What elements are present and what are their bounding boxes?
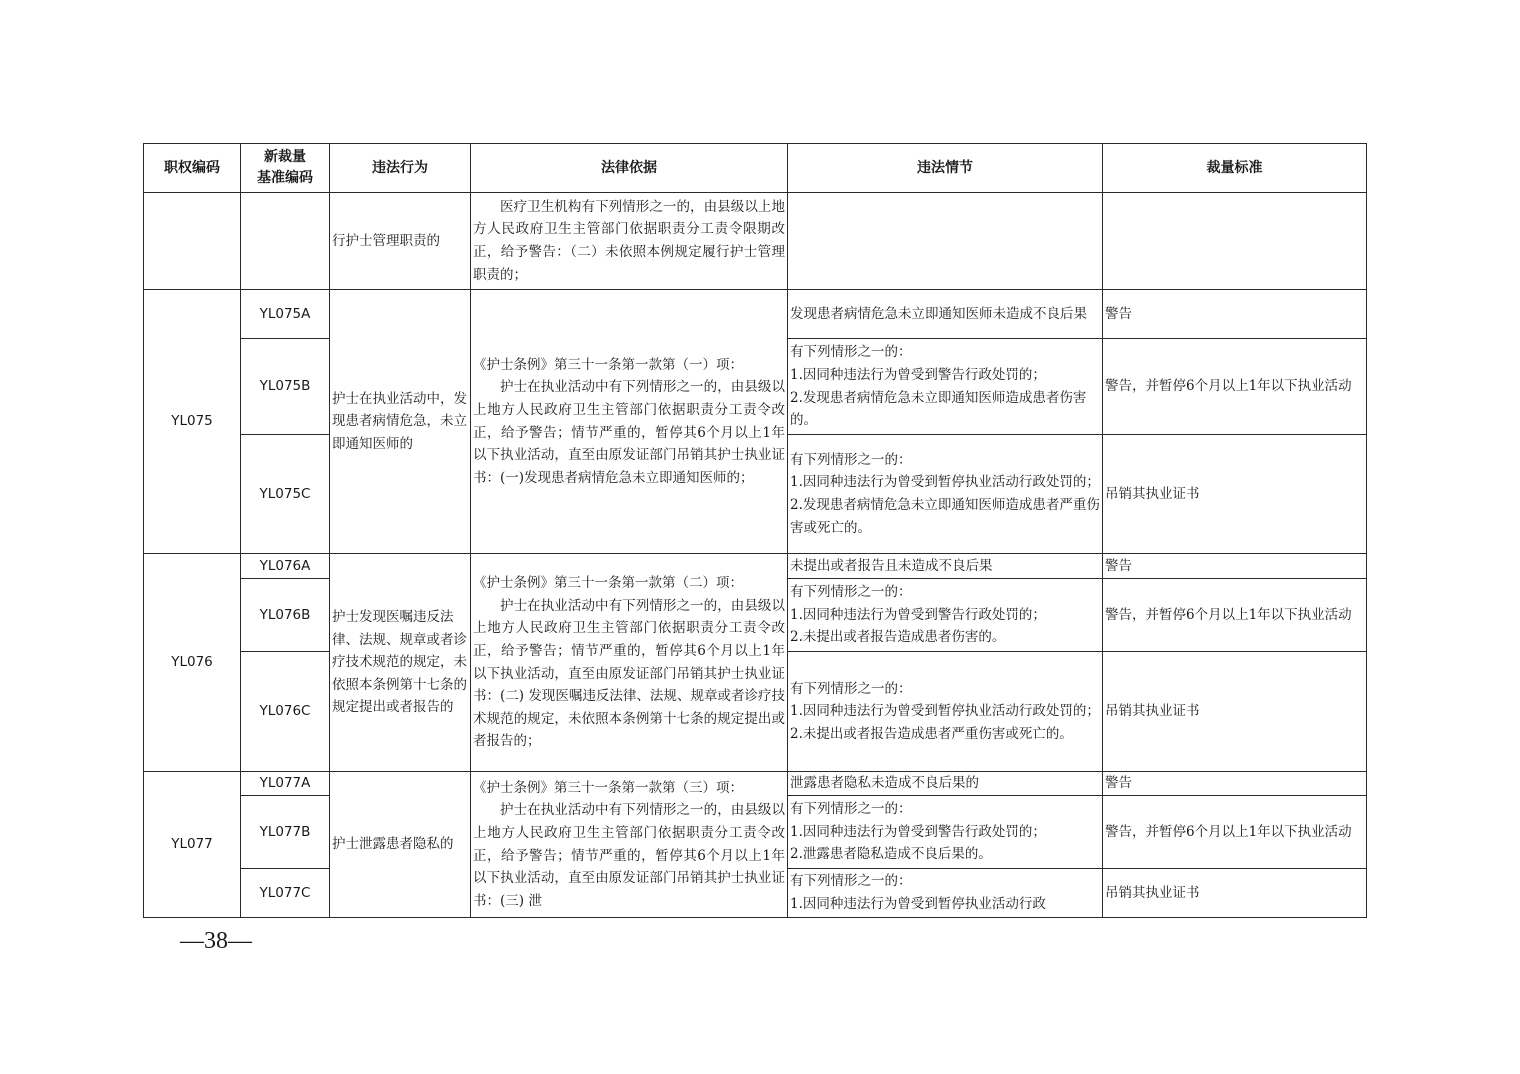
standard-cell: 警告 bbox=[1103, 290, 1367, 339]
circumstances-line: 1.因同种违法行为曾受到警告行政处罚的； bbox=[790, 366, 1046, 383]
penalty-standards-table-container bbox=[143, 143, 1366, 918]
circumstances-cell bbox=[788, 339, 1103, 435]
header-circumstances: 违法情节 bbox=[788, 144, 1103, 193]
legal-basis-cell bbox=[471, 554, 788, 772]
legal-basis-text: 护士在执业活动中有下列情形之一的，由县级以上地方人民政府卫生主管部门依据职责分工责令改正，给予警告；情节严重的，暂停其6个月以上1年以下执业活动，直至由原发证部门吊销其护士执业证书：(二) 发现医嘱违反法律、法规、规章或者诊疗技术规范的规定，未依照本条例第十七条的规定提出或者报告的； bbox=[473, 597, 785, 750]
standard-cell: 警告，并暂停6个月以上1年以下执业活动 bbox=[1103, 796, 1367, 869]
circumstances-cell: 泄露患者隐私未造成不良后果的 bbox=[788, 772, 1103, 796]
cell-empty bbox=[144, 193, 241, 290]
penalty-standards-table bbox=[143, 143, 1367, 918]
circumstances-line: 有下列情形之一的： bbox=[790, 873, 912, 890]
table-row bbox=[144, 554, 1367, 579]
standard-cell: 警告 bbox=[1103, 554, 1367, 579]
legal-basis-cell bbox=[471, 290, 788, 554]
circumstances-line: 2.未提出或者报告造成患者伤害的。 bbox=[790, 629, 1006, 646]
circumstances-line: 有下列情形之一的： bbox=[790, 584, 912, 601]
new-code-cell: YL076A bbox=[241, 554, 330, 579]
illegal-act-cell: 护士发现医嘱违反法律、法规、规章或者诊疗技术规范的规定，未依照本条例第十七条的规定提出或者报告的 bbox=[330, 554, 471, 772]
legal-basis-cell bbox=[471, 193, 788, 290]
new-code-cell: YL077A bbox=[241, 772, 330, 796]
header-standard: 裁量标准 bbox=[1103, 144, 1367, 193]
circumstances-cell bbox=[788, 579, 1103, 652]
new-code-cell: YL075A bbox=[241, 290, 330, 339]
legal-basis-text: 医疗卫生机构有下列情形之一的，由县级以上地方人民政府卫生主管部门依据职责分工责令限期改正，给予警告：（二）未依照本例规定履行护士管理职责的； bbox=[473, 198, 785, 283]
header-new-code bbox=[241, 144, 330, 193]
cell-empty bbox=[1103, 193, 1367, 290]
cell-empty bbox=[788, 193, 1103, 290]
table-row bbox=[144, 193, 1367, 290]
cell-empty bbox=[241, 193, 330, 290]
circumstances-cell: 发现患者病情危急未立即通知医师未造成不良后果 bbox=[788, 290, 1103, 339]
new-code-cell: YL076C bbox=[241, 652, 330, 772]
standard-cell: 吊销其执业证书 bbox=[1103, 652, 1367, 772]
circumstances-line: 2.发现患者病情危急未立即通知医师造成患者严重伤害或死亡的。 bbox=[790, 497, 1100, 536]
new-code-cell: YL075C bbox=[241, 435, 330, 554]
illegal-act-cell: 护士在执业活动中，发现患者病情危急，未立即通知医师的 bbox=[330, 290, 471, 554]
circumstances-cell bbox=[788, 869, 1103, 918]
authority-code-cell: YL076 bbox=[144, 554, 241, 772]
standard-cell: 吊销其执业证书 bbox=[1103, 869, 1367, 918]
authority-code-cell: YL075 bbox=[144, 290, 241, 554]
circumstances-cell bbox=[788, 435, 1103, 554]
circumstances-line: 1.因同种违法行为曾受到暂停执业活动行政处罚的； bbox=[790, 474, 1100, 491]
circumstances-cell: 未提出或者报告且未造成不良后果 bbox=[788, 554, 1103, 579]
circumstances-line: 1.因同种违法行为曾受到暂停执业活动行政 bbox=[790, 896, 1046, 912]
legal-basis-title: 《护士条例》第三十一条第一款第（二）项： bbox=[473, 575, 743, 592]
standard-cell: 警告 bbox=[1103, 772, 1367, 796]
illegal-act-cell: 行护士管理职责的 bbox=[330, 193, 471, 290]
table-row bbox=[144, 290, 1367, 339]
circumstances-cell bbox=[788, 652, 1103, 772]
new-code-cell: YL075B bbox=[241, 339, 330, 435]
circumstances-line: 1.因同种违法行为曾受到暂停执业活动行政处罚的； bbox=[790, 703, 1100, 720]
legal-basis-text: 护士在执业活动中有下列情形之一的，由县级以上地方人民政府卫生主管部门依据职责分工责令改正，给予警告；情节严重的，暂停其6个月以上1年以下执业活动，直至由原发证部门吊销其护士执业证书：(一)发现患者病情危急未立即通知医师的； bbox=[473, 379, 785, 486]
legal-basis-text: 护士在执业活动中有下列情形之一的，由县级以上地方人民政府卫生主管部门依据职责分工责令改正，给予警告；情节严重的，暂停其6个月以上1年以下执业活动，直至由原发证部门吊销其护士执业证书：(三) 泄 bbox=[473, 802, 785, 909]
circumstances-line: 有下列情形之一的： bbox=[790, 801, 912, 818]
header-row bbox=[144, 144, 1367, 193]
circumstances-line: 有下列情形之一的： bbox=[790, 451, 912, 468]
table-row bbox=[144, 772, 1367, 796]
standard-cell: 警告，并暂停6个月以上1年以下执业活动 bbox=[1103, 579, 1367, 652]
standard-cell: 警告，并暂停6个月以上1年以下执业活动 bbox=[1103, 339, 1367, 435]
circumstances-line: 2.泄露患者隐私造成不良后果的。 bbox=[790, 846, 992, 863]
legal-basis-title: 《护士条例》第三十一条第一款第（三）项： bbox=[473, 779, 743, 796]
header-illegal-act: 违法行为 bbox=[330, 144, 471, 193]
header-new-code-line1: 新裁量 bbox=[264, 149, 306, 165]
page-number: —38— bbox=[180, 928, 252, 954]
circumstances-line: 有下列情形之一的： bbox=[790, 344, 912, 361]
circumstances-cell bbox=[788, 796, 1103, 869]
circumstances-line: 2.未提出或者报告造成患者严重伤害或死亡的。 bbox=[790, 725, 1073, 742]
new-code-cell: YL076B bbox=[241, 579, 330, 652]
circumstances-line: 2.发现患者病情危急未立即通知医师造成患者伤害的。 bbox=[790, 389, 1087, 429]
header-new-code-line2: 基准编码 bbox=[257, 170, 313, 186]
circumstances-line: 有下列情形之一的： bbox=[790, 680, 912, 697]
new-code-cell: YL077C bbox=[241, 869, 330, 918]
header-authority-code: 职权编码 bbox=[144, 144, 241, 193]
illegal-act-cell: 护士泄露患者隐私的 bbox=[330, 772, 471, 918]
legal-basis-title: 《护士条例》第三十一条第一款第（一）项： bbox=[473, 356, 743, 373]
header-legal-basis: 法律依据 bbox=[471, 144, 788, 193]
circumstances-line: 1.因同种违法行为曾受到警告行政处罚的； bbox=[790, 606, 1046, 623]
legal-basis-cell bbox=[471, 772, 788, 918]
circumstances-line: 1.因同种违法行为曾受到警告行政处罚的； bbox=[790, 823, 1046, 840]
new-code-cell: YL077B bbox=[241, 796, 330, 869]
standard-cell: 吊销其执业证书 bbox=[1103, 435, 1367, 554]
authority-code-cell: YL077 bbox=[144, 772, 241, 918]
